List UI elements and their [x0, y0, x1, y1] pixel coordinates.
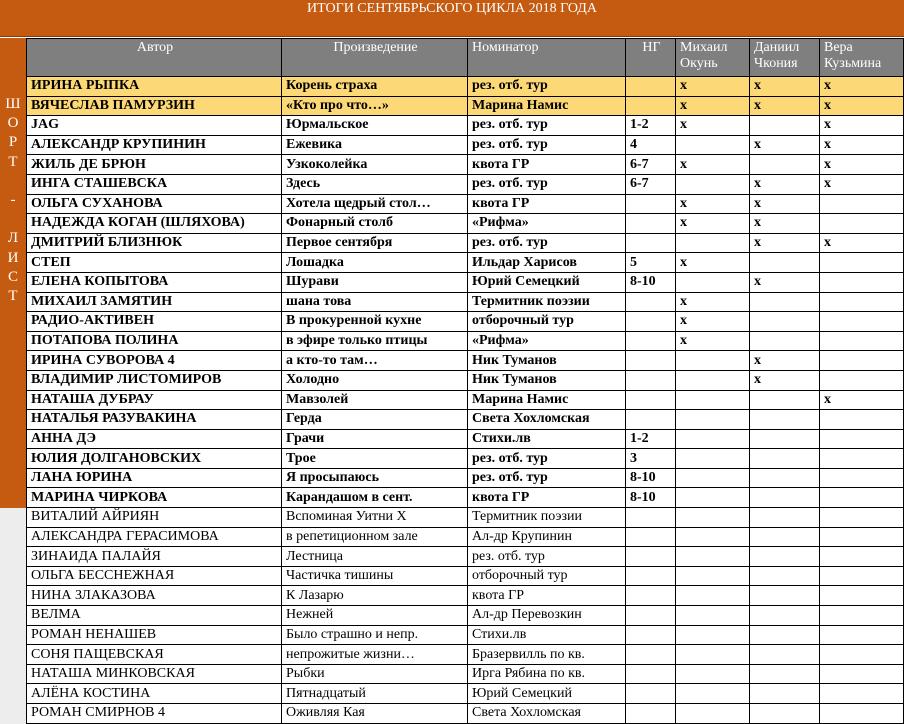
table-row: [27, 527, 904, 547]
cell-author: АННА ДЭ: [27, 429, 282, 449]
cell-empty: [750, 664, 820, 684]
cell-m: x: [676, 96, 750, 116]
cell-d: [750, 116, 820, 136]
cell-m: x: [676, 214, 750, 234]
cell-m: [676, 449, 750, 469]
cell-m: x: [676, 194, 750, 214]
cell-author: НАДЕЖДА КОГАН (ШЛЯХОВА): [27, 214, 282, 234]
side-letter: Р: [8, 134, 18, 151]
table-row: [27, 449, 904, 469]
cell-ng: [626, 292, 676, 312]
title-stripe: [0, 18, 904, 38]
cell-d: x: [750, 135, 820, 155]
cell-empty: [750, 625, 820, 645]
cell-work: а кто-то там…: [282, 351, 468, 371]
cell-v: [820, 488, 904, 508]
cell-ng: [626, 351, 676, 371]
cell-nominator: отборочный тур: [468, 312, 626, 332]
col-nominator: Номинатор: [468, 39, 626, 77]
cell-empty: [820, 606, 904, 626]
cell-m: [676, 410, 750, 430]
cell-v: x: [820, 233, 904, 253]
side-letter: И: [7, 249, 19, 266]
cell-ng: [626, 77, 676, 97]
cell-work: Холодно: [282, 370, 468, 390]
cell-empty: [676, 606, 750, 626]
cell-v: [820, 214, 904, 234]
cell-nominator: «Рифма»: [468, 214, 626, 234]
cell-d: x: [750, 77, 820, 97]
table-row: [27, 272, 904, 292]
cell-work: Узкоколейка: [282, 155, 468, 175]
cell-m: x: [676, 331, 750, 351]
side-filler: [0, 508, 26, 724]
cell-nominator: Ник Туманов: [468, 370, 626, 390]
cell-d: x: [750, 272, 820, 292]
cell-v: [820, 253, 904, 273]
cell-empty: [820, 684, 904, 704]
cell-nominator: Стихи.лв: [468, 429, 626, 449]
cell-m: x: [676, 292, 750, 312]
cell-m: [676, 429, 750, 449]
cell-m: [676, 390, 750, 410]
cell-nominator: рез. отб. тур: [468, 77, 626, 97]
table-row: [27, 429, 904, 449]
cell-author: ЮЛИЯ ДОЛГАНОВСКИХ: [27, 449, 282, 469]
cell-v: [820, 429, 904, 449]
cell-ng: [626, 96, 676, 116]
shortlist-side-label: [0, 38, 26, 508]
cell-work: Я просыпаюсь: [282, 468, 468, 488]
table-row: [27, 331, 904, 351]
cell-empty: [676, 664, 750, 684]
cell-empty: [676, 684, 750, 704]
side-letter: Т: [8, 288, 18, 305]
cell-m: x: [676, 155, 750, 175]
cell-author: ВЯЧЕСЛАВ ПАМУРЗИН: [27, 96, 282, 116]
table-row: [27, 684, 904, 704]
cell-d: [750, 312, 820, 332]
cell-m: [676, 351, 750, 371]
cell-empty: [676, 508, 750, 528]
cell-d: x: [750, 233, 820, 253]
cell-v: x: [820, 155, 904, 175]
cell-empty: [750, 566, 820, 586]
cell-work: Частичка тишины: [282, 566, 468, 586]
cell-empty: [626, 645, 676, 665]
cell-author: ОЛЬГА СУХАНОВА: [27, 194, 282, 214]
cell-work: Здесь: [282, 174, 468, 194]
cell-nominator: Юрий Семецкий: [468, 684, 626, 704]
cell-empty: [750, 684, 820, 704]
cell-d: [750, 410, 820, 430]
cell-empty: [626, 606, 676, 626]
cell-author: АЛЕКСАНДР КРУПИНИН: [27, 135, 282, 155]
cell-work: Первое сентября: [282, 233, 468, 253]
cell-v: x: [820, 390, 904, 410]
cell-empty: [676, 547, 750, 567]
cell-d: [750, 449, 820, 469]
side-letter: Ш: [5, 96, 21, 112]
table-row: [27, 488, 904, 508]
col-judge-okun: Михаил Окунь: [676, 39, 750, 77]
cell-empty: [820, 527, 904, 547]
cell-author: МАРИНА ЧИРКОВА: [27, 488, 282, 508]
cell-d: [750, 429, 820, 449]
cell-author: НИНА ЗЛАКАЗОВА: [27, 586, 282, 606]
cell-author: ЕЛЕНА КОПЫТОВА: [27, 272, 282, 292]
cell-ng: [626, 312, 676, 332]
cell-ng: 6-7: [626, 155, 676, 175]
cell-work: Ежевика: [282, 135, 468, 155]
cell-author: ВИТАЛИЙ АЙРИЯН: [27, 508, 282, 528]
cell-empty: [676, 527, 750, 547]
cell-nominator: квота ГР: [468, 155, 626, 175]
cell-work: Лошадка: [282, 253, 468, 273]
cell-v: x: [820, 96, 904, 116]
table-row: [27, 214, 904, 234]
cell-work: Вспоминая Уитни Х: [282, 508, 468, 528]
cell-v: [820, 312, 904, 332]
table-row: [27, 77, 904, 97]
col-judge-chkoniya: Даниил Чкония: [750, 39, 820, 77]
cell-nominator: Света Хохломская: [468, 410, 626, 430]
cell-work: «Кто про что…»: [282, 96, 468, 116]
cell-nominator: Марина Намис: [468, 96, 626, 116]
cell-m: x: [676, 77, 750, 97]
cell-ng: 1-2: [626, 116, 676, 136]
side-letter: Л: [7, 230, 19, 247]
cell-author: ИРИНА РЫПКА: [27, 77, 282, 97]
cell-empty: [750, 586, 820, 606]
cell-empty: [626, 527, 676, 547]
cell-empty: [820, 566, 904, 586]
cell-nominator: Термитник поэзии: [468, 508, 626, 528]
cell-author: РАДИО-АКТИВЕН: [27, 312, 282, 332]
cell-work: Фонарный столб: [282, 214, 468, 234]
cell-author: РОМАН НЕНАШЕВ: [27, 625, 282, 645]
table-row: [27, 253, 904, 273]
cell-work: Хотела щедрый стол…: [282, 194, 468, 214]
cell-d: [750, 253, 820, 273]
cell-empty: [676, 645, 750, 665]
cell-nominator: Термитник поэзии: [468, 292, 626, 312]
cell-author: ЛАНА ЮРИНА: [27, 468, 282, 488]
results-table: [26, 38, 904, 724]
cell-v: [820, 272, 904, 292]
cell-author: ВЛАДИМИР ЛИСТОМИРОВ: [27, 370, 282, 390]
table-row: [27, 664, 904, 684]
col-judge-kuzmina: Вера Кузьмина: [820, 39, 904, 77]
table-row: [27, 155, 904, 175]
cell-d: [750, 155, 820, 175]
cell-author: ОЛЬГА БЕССНЕЖНАЯ: [27, 566, 282, 586]
cell-author: СОНЯ ПАЩЕВСКАЯ: [27, 645, 282, 665]
cell-m: [676, 272, 750, 292]
table-row: [27, 370, 904, 390]
cell-empty: [626, 664, 676, 684]
cell-work: шана това: [282, 292, 468, 312]
table-row: [27, 468, 904, 488]
cell-empty: [750, 547, 820, 567]
cell-author: АЛЕКСАНДРА ГЕРАСИМОВА: [27, 527, 282, 547]
cell-v: [820, 410, 904, 430]
cell-nominator: рез. отб. тур: [468, 233, 626, 253]
cell-work: К Лазарю: [282, 586, 468, 606]
cell-nominator: квота ГР: [468, 194, 626, 214]
cell-d: [750, 468, 820, 488]
cell-nominator: Марина Намис: [468, 390, 626, 410]
table-row: [27, 194, 904, 214]
cell-empty: [626, 625, 676, 645]
cell-work: Герда: [282, 410, 468, 430]
cell-author: ЖИЛЬ ДЕ БРЮН: [27, 155, 282, 175]
cell-v: [820, 292, 904, 312]
cell-work: в эфире только птицы: [282, 331, 468, 351]
cell-m: [676, 233, 750, 253]
cell-m: x: [676, 116, 750, 136]
cell-nominator: рез. отб. тур: [468, 135, 626, 155]
cell-nominator: Ирга Рябина по кв.: [468, 664, 626, 684]
table-row: [27, 410, 904, 430]
cell-v: [820, 351, 904, 371]
cell-v: x: [820, 77, 904, 97]
cell-ng: 1-2: [626, 429, 676, 449]
col-ng: НГ: [626, 39, 676, 77]
cell-nominator: Бразервилль по кв.: [468, 645, 626, 665]
side-letter: Т: [8, 153, 18, 170]
cell-author: СТЕП: [27, 253, 282, 273]
cell-ng: 8-10: [626, 468, 676, 488]
cell-empty: [820, 586, 904, 606]
cell-nominator: Юрий Семецкий: [468, 272, 626, 292]
cell-empty: [750, 606, 820, 626]
table-row: [27, 312, 904, 332]
cell-empty: [626, 566, 676, 586]
cell-author: ЗИНАИДА ПАЛАЙЯ: [27, 547, 282, 567]
cell-d: x: [750, 214, 820, 234]
side-letter: [0, 210, 26, 229]
cell-empty: [676, 625, 750, 645]
cell-empty: [820, 664, 904, 684]
col-work: Произведение: [282, 39, 468, 77]
cell-d: [750, 390, 820, 410]
cell-nominator: Ал-др Крупинин: [468, 527, 626, 547]
table-row: [27, 174, 904, 194]
cell-d: x: [750, 370, 820, 390]
cell-nominator: Ал-др Перевозкин: [468, 606, 626, 626]
cell-work: Оживляя Кая: [282, 704, 468, 724]
cell-nominator: Стихи.лв: [468, 625, 626, 645]
cell-ng: [626, 390, 676, 410]
cell-nominator: рез. отб. тур: [468, 449, 626, 469]
cell-ng: [626, 410, 676, 430]
cell-work: Было страшно и непр.: [282, 625, 468, 645]
side-letter: -: [10, 192, 16, 209]
cell-empty: [750, 645, 820, 665]
table-row: [27, 390, 904, 410]
table-row: [27, 116, 904, 136]
side-letter: [0, 172, 26, 191]
cell-author: НАТАЛЬЯ РАЗУВАКИНА: [27, 410, 282, 430]
cell-ng: [626, 214, 676, 234]
col-author: Автор: [27, 39, 282, 77]
cell-m: [676, 135, 750, 155]
side-letter: С: [7, 268, 18, 285]
cell-work: Лестница: [282, 547, 468, 567]
cell-author: НАТАША МИНКОВСКАЯ: [27, 664, 282, 684]
cell-nominator: рез. отб. тур: [468, 468, 626, 488]
cell-work: В прокуренной кухне: [282, 312, 468, 332]
cell-empty: [626, 684, 676, 704]
table-row: [27, 96, 904, 116]
cell-work: Нежней: [282, 606, 468, 626]
cell-author: JAG: [27, 116, 282, 136]
cell-empty: [820, 625, 904, 645]
page-title: ИТОГИ СЕНТЯБРЬСКОГО ЦИКЛА 2018 ГОДА: [0, 0, 904, 18]
cell-nominator: рез. отб. тур: [468, 174, 626, 194]
cell-nominator: «Рифма»: [468, 331, 626, 351]
cell-m: x: [676, 253, 750, 273]
cell-ng: [626, 370, 676, 390]
cell-work: Мавзолей: [282, 390, 468, 410]
cell-ng: 4: [626, 135, 676, 155]
cell-author: ПОТАПОВА ПОЛИНА: [27, 331, 282, 351]
cell-nominator: рез. отб. тур: [468, 116, 626, 136]
cell-ng: [626, 331, 676, 351]
cell-d: x: [750, 96, 820, 116]
table-row: [27, 586, 904, 606]
cell-author: МИХАИЛ ЗАМЯТИН: [27, 292, 282, 312]
cell-nominator: Ник Туманов: [468, 351, 626, 371]
cell-v: [820, 468, 904, 488]
cell-work: Шурави: [282, 272, 468, 292]
table-row: [27, 351, 904, 371]
cell-nominator: Света Хохломская: [468, 704, 626, 724]
cell-work: Пятнадцатый: [282, 684, 468, 704]
cell-m: [676, 370, 750, 390]
cell-v: [820, 370, 904, 390]
cell-work: в репетиционном зале: [282, 527, 468, 547]
cell-empty: [750, 508, 820, 528]
cell-v: [820, 331, 904, 351]
cell-nominator: квота ГР: [468, 488, 626, 508]
cell-d: x: [750, 194, 820, 214]
table-row: [27, 135, 904, 155]
cell-author: РОМАН СМИРНОВ 4: [27, 704, 282, 724]
table-row: [27, 566, 904, 586]
cell-ng: 8-10: [626, 488, 676, 508]
cell-v: [820, 194, 904, 214]
cell-d: [750, 292, 820, 312]
cell-author: ВЕЛМА: [27, 606, 282, 626]
cell-v: x: [820, 135, 904, 155]
cell-nominator: отборочный тур: [468, 566, 626, 586]
cell-m: [676, 488, 750, 508]
cell-work: Грачи: [282, 429, 468, 449]
cell-author: АЛЁНА КОСТИНА: [27, 684, 282, 704]
table-row: [27, 645, 904, 665]
cell-ng: 8-10: [626, 272, 676, 292]
cell-empty: [626, 704, 676, 724]
cell-v: x: [820, 116, 904, 136]
cell-ng: 6-7: [626, 174, 676, 194]
cell-empty: [676, 704, 750, 724]
cell-empty: [626, 586, 676, 606]
table-row: [27, 606, 904, 626]
cell-empty: [626, 547, 676, 567]
cell-author: ДМИТРИЙ БЛИЗНЮК: [27, 233, 282, 253]
cell-empty: [820, 508, 904, 528]
cell-m: [676, 174, 750, 194]
cell-work: Трое: [282, 449, 468, 469]
cell-work: Рыбки: [282, 664, 468, 684]
cell-author: ИРИНА СУВОРОВА 4: [27, 351, 282, 371]
cell-m: x: [676, 312, 750, 332]
cell-v: [820, 449, 904, 469]
cell-empty: [750, 704, 820, 724]
cell-nominator: Ильдар Харисов: [468, 253, 626, 273]
cell-empty: [626, 508, 676, 528]
cell-v: x: [820, 174, 904, 194]
cell-author: ИНГА СТАШЕВСКА: [27, 174, 282, 194]
cell-work: Карандашом в сент.: [282, 488, 468, 508]
table-row: [27, 625, 904, 645]
table-row: [27, 233, 904, 253]
cell-ng: [626, 194, 676, 214]
cell-ng: 3: [626, 449, 676, 469]
cell-nominator: квота ГР: [468, 586, 626, 606]
cell-empty: [676, 586, 750, 606]
cell-nominator: рез. отб. тур: [468, 547, 626, 567]
cell-author: НАТАША ДУБРАУ: [27, 390, 282, 410]
table-header: [27, 39, 904, 77]
cell-work: Корень страха: [282, 77, 468, 97]
table-row: [27, 704, 904, 724]
cell-ng: [626, 233, 676, 253]
cell-empty: [820, 645, 904, 665]
cell-ng: 5: [626, 253, 676, 273]
side-letter: О: [7, 115, 19, 132]
cell-work: Юрмальское: [282, 116, 468, 136]
table-row: [27, 547, 904, 567]
cell-m: [676, 468, 750, 488]
cell-empty: [676, 566, 750, 586]
cell-work: непрожитые жизни…: [282, 645, 468, 665]
cell-d: x: [750, 351, 820, 371]
cell-empty: [820, 547, 904, 567]
cell-d: [750, 331, 820, 351]
table-row: [27, 292, 904, 312]
cell-empty: [750, 527, 820, 547]
cell-d: x: [750, 174, 820, 194]
cell-empty: [820, 704, 904, 724]
table-row: [27, 508, 904, 528]
cell-d: [750, 488, 820, 508]
